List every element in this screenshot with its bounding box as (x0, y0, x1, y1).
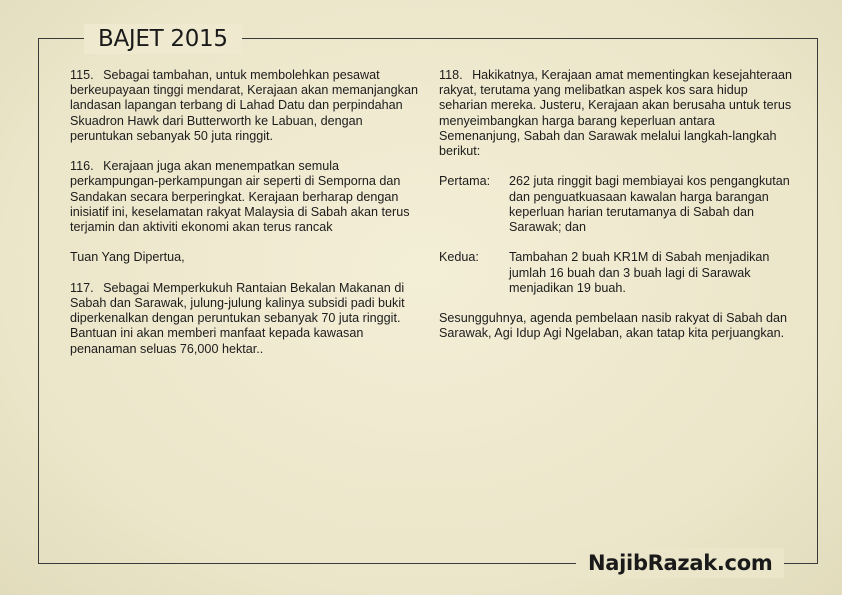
paragraph-115 (70, 68, 422, 144)
paragraph-118 (439, 68, 794, 159)
list-item-kedua (439, 250, 794, 296)
list-item-text: 262 juta ringgit bagi membiayai kos pengangkutan dan penguatkuasaan kawalan harga barangan keperluan harian terutamanya di Sabah dan Sarawak; dan (509, 174, 790, 235)
list-item-text: Tambahan 2 buah KR1M di Sabah menjadikan jumlah 16 buah dan 3 buah lagi di Sarawak menjadikan 19 buah. (509, 250, 770, 295)
paragraph-116 (70, 159, 422, 235)
paragraph-text: Hakikatnya, Kerajaan amat mementingkan kesejahteraan rakyat, terutama yang melibatkan aspek kos sara hidup seharian mereka. Justeru, Kerajaan akan berusaha untuk terus menyeimbangkan harga barang keperluan antara Semenanjung, Sabah dan Sarawak melalui langkah-langkah berikut: (439, 68, 793, 159)
paragraph-number: 118. (439, 68, 463, 82)
list-item-label: Pertama: (439, 174, 491, 189)
paragraph-117 (70, 281, 422, 357)
list-item-label: Kedua: (439, 250, 479, 265)
paragraph-number: 115. (70, 68, 94, 82)
paragraph-number: 117. (70, 280, 94, 295)
page-title: BAJET 2015 (84, 24, 242, 54)
paragraph-text: Kerajaan juga akan menempatkan semula perkampungan-perkampungan air seperti di Semporna dan Sandakan secara berperingkat. Kerajaan berharap dengan inisiatif ini, keselamatan rakyat Malaysia di Sabah akan terus terjamin dan aktiviti ekonomi akan terus rancak (70, 159, 410, 235)
right-column (439, 68, 794, 357)
paragraph-text: Sebagai Memperkukuh Rantaian Bekalan Makanan di Sabah dan Sarawak, julung-julung kalinya subsidi padi bukit diperkenalkan dengan peruntukan sebanyak 70 juta ringgit. Bantuan ini akan memberi manfaat kepada kawasan penanaman seluas 76,000 hektar.. (70, 280, 405, 356)
site-watermark: NajibRazak.com (576, 548, 784, 578)
left-column (70, 68, 422, 372)
closing-paragraph: Sesungguhnya, agenda pembelaan nasib rakyat di Sabah dan Sarawak, Agi Idup Agi Ngelaban, akan tatap kita perjuangkan. (439, 311, 787, 341)
paragraph-text: Sebagai tambahan, untuk membolehkan pesawat berkeupayaan tinggi mendarat, Kerajaan akan memanjangkan landasan lapangan terbang di Lahad Datu dan perpindahan Skuadron Hawk dari Butterworth ke Labuan, dengan peruntukan sebanyak 50 juta ringgit. (70, 68, 418, 143)
list-item-pertama (439, 174, 794, 235)
paragraph-number: 116. (70, 159, 94, 174)
salutation: Tuan Yang Dipertua, (70, 250, 185, 265)
